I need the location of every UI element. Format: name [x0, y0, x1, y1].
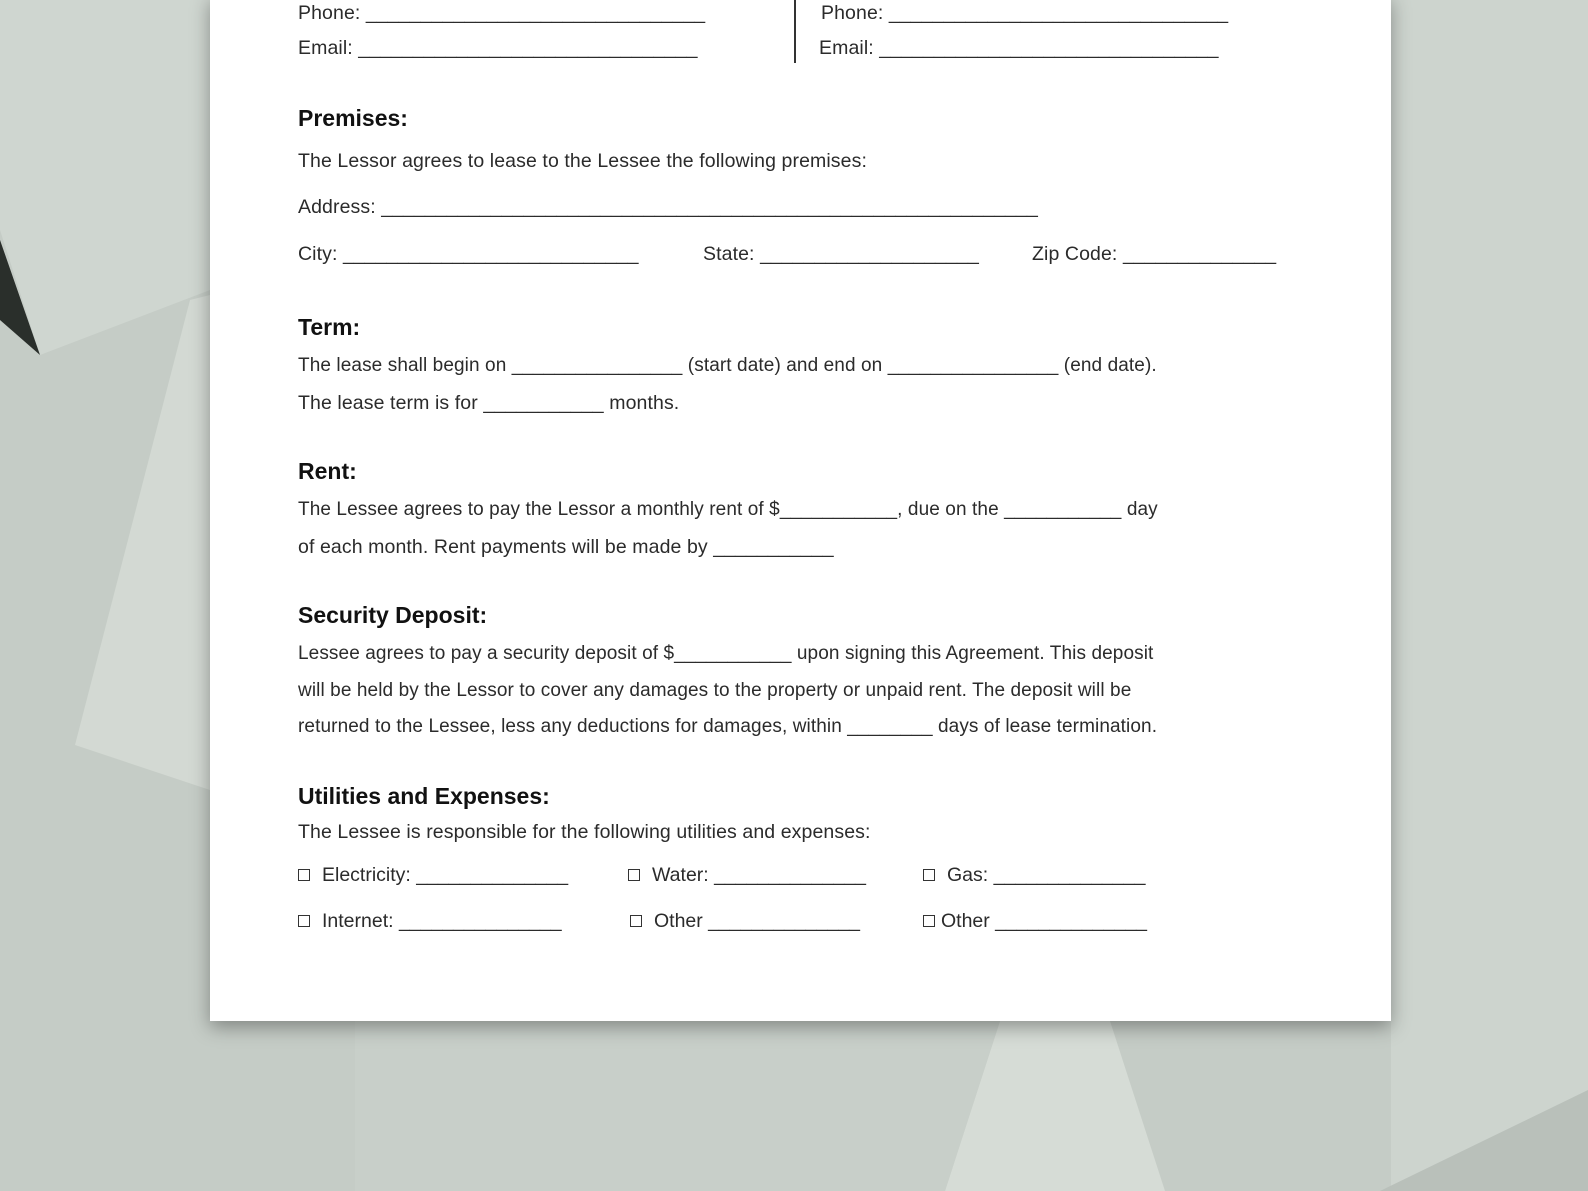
utilities-intro: The Lessee is responsible for the following utilities and expenses:: [298, 821, 871, 843]
checkbox-icon: [628, 869, 640, 881]
utility-internet: Internet: _______________: [298, 910, 562, 933]
premises-heading: Premises:: [298, 105, 408, 131]
lessee-email-field: Email: _______________________________: [819, 37, 1219, 59]
city-field: City: ___________________________: [298, 243, 639, 265]
deposit-line-2: will be held by the Lessor to cover any damages to the property or unpaid rent. The deposit will be: [298, 680, 1132, 701]
deposit-heading: Security Deposit:: [298, 602, 488, 628]
deposit-line-3: returned to the Lessee, less any deductions for damages, within ________ days of lease termination.: [298, 716, 1158, 737]
term-line-2: The lease term is for ___________ months.: [298, 392, 680, 414]
deposit-line-1: Lessee agrees to pay a security deposit of $___________ upon signing this Agreement. This deposit: [298, 643, 1154, 664]
state-field: State: ____________________: [703, 243, 979, 265]
utility-water: Water: ______________: [628, 864, 866, 887]
term-heading: Term:: [298, 314, 361, 340]
lessor-email-field: Email: _______________________________: [298, 37, 698, 59]
utility-gas: Gas: ______________: [923, 864, 1145, 887]
column-divider: [794, 0, 796, 63]
lessee-phone-field: Phone: _______________________________: [821, 2, 1229, 24]
utility-other-2: Other ______________: [923, 910, 1147, 933]
checkbox-icon: [298, 915, 310, 927]
checkbox-icon: [923, 915, 935, 927]
utilities-heading: Utilities and Expenses:: [298, 783, 550, 809]
checkbox-icon: [298, 869, 310, 881]
lessor-phone-field: Phone: _______________________________: [298, 2, 706, 24]
premises-intro: The Lessor agrees to lease to the Lessee the following premises:: [298, 150, 867, 172]
rent-line-1: The Lessee agrees to pay the Lessor a monthly rent of $___________, due on the ___________ day: [298, 499, 1158, 520]
utility-other-1: Other ______________: [630, 910, 860, 933]
utility-electricity: Electricity: ______________: [298, 864, 568, 887]
term-line-1: The lease shall begin on ________________ (start date) and end on ________________ (end date).: [298, 355, 1157, 376]
rent-line-2: of each month. Rent payments will be made by ___________: [298, 536, 834, 558]
lease-document-page: [210, 0, 1391, 1021]
address-field: Address: ____________________________________________________________: [298, 196, 1038, 218]
checkbox-icon: [923, 869, 935, 881]
rent-heading: Rent:: [298, 458, 357, 484]
checkbox-icon: [630, 915, 642, 927]
zip-field: Zip Code: ______________: [1032, 243, 1277, 265]
